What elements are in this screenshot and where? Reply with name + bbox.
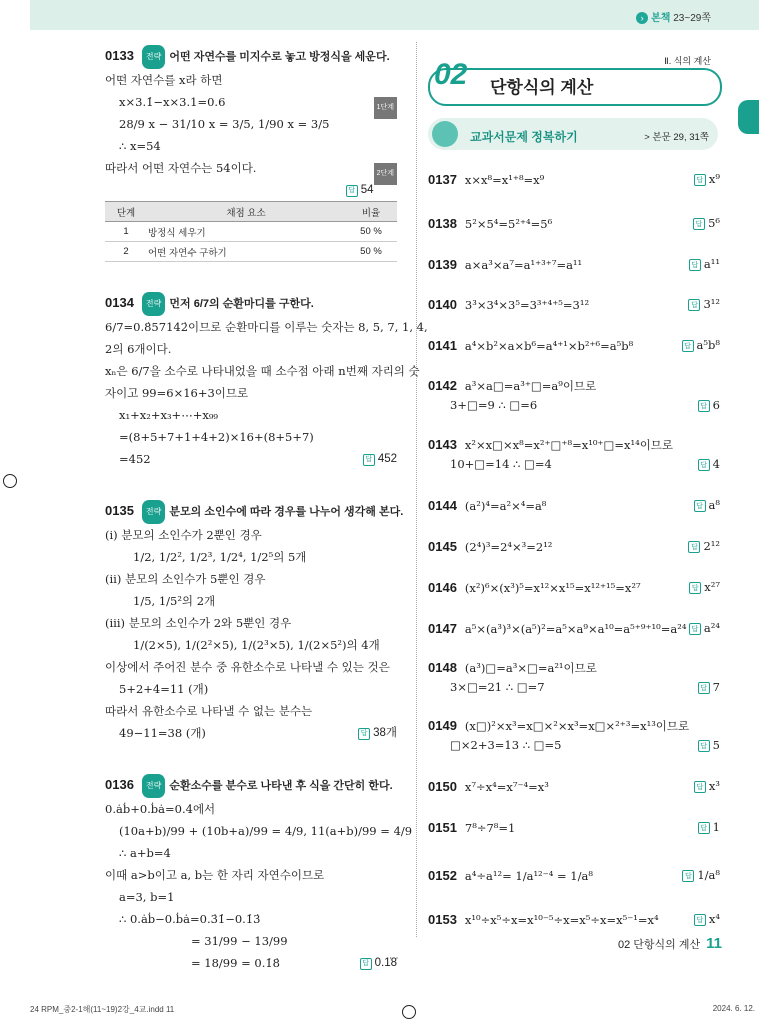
solution-line: a⁴×b²×a×b⁶=a⁴⁺¹×b²⁺⁶=a⁵b⁸ — [464, 339, 634, 353]
answer-icon: 답 — [358, 728, 370, 740]
answer-icon: 답 — [346, 185, 358, 197]
strategy-tag: 전략 — [142, 292, 165, 316]
solution-line: =(8+5+7+1+4+2)×16+(8+5+7) — [119, 430, 314, 444]
problem-number: 0135 — [105, 503, 134, 518]
problem-number: 0148 — [428, 660, 457, 675]
answer-icon: 답 — [698, 822, 710, 834]
step-badge: 1단계 — [374, 97, 397, 119]
solution-line: 49−11=38 (개) — [119, 726, 206, 740]
table-header: 비율 — [345, 202, 397, 222]
problem-number: 0143 — [428, 437, 457, 452]
problem-0141 — [428, 338, 720, 353]
table-cell: 방정식 세우기 — [147, 222, 345, 242]
problem-0144 — [428, 498, 720, 513]
problem-0140 — [428, 297, 720, 312]
ref-label: 본책 — [651, 13, 671, 24]
answer-icon: 답 — [689, 582, 701, 594]
solution-line: 7⁸÷7⁸=1 — [464, 821, 516, 835]
side-tab — [738, 100, 759, 134]
answer-icon: 답 — [360, 958, 372, 970]
answer-value: 5 — [712, 738, 720, 752]
table-cell: 2 — [105, 242, 147, 262]
answer-icon: 답 — [698, 682, 710, 694]
answer-icon: 답 — [682, 340, 694, 352]
answer-icon: 답 — [694, 781, 706, 793]
answer-icon: 답 — [698, 459, 710, 471]
strategy-tag: 전략 — [142, 774, 165, 798]
solution-line: = 31/99 − 13/99 — [191, 934, 288, 948]
answer-value: a⁸ — [708, 498, 720, 512]
answer-value: x²⁷ — [704, 580, 720, 594]
solution-line: x×3.1̇−x×3.1=0.6 — [119, 95, 226, 109]
problem-0137 — [428, 172, 720, 187]
solution-line: a×a³×a⁷=a¹⁺³⁺⁷=a¹¹ — [464, 258, 583, 272]
solution-line: a⁴÷a¹²= 1/a¹²⁻⁴ = 1/a⁸ — [464, 869, 593, 883]
problem-0143 — [428, 437, 720, 471]
solution-line: 2의 6개이다. — [105, 342, 172, 356]
problem-0135 — [105, 500, 404, 744]
registration-mark-icon — [402, 1005, 416, 1019]
solution-line: (ⅰ) 분모의 소인수가 2뿐인 경우 — [105, 528, 262, 542]
solution-line: 3³×3⁴×3⁵=3³⁺⁴⁺⁵=3¹² — [464, 298, 590, 312]
solution-line: 1/2, 1/2², 1/2³, 1/2⁴, 1/2⁵의 5개 — [133, 550, 307, 564]
solution-line: 1/5, 1/5²의 2개 — [133, 594, 216, 608]
solution-line: (x²)⁶×(x³)⁵=x¹²×x¹⁵=x¹²⁺¹⁵=x²⁷ — [464, 581, 641, 595]
answer-value: 2¹² — [703, 539, 720, 553]
problem-number: 0153 — [428, 912, 457, 927]
book-reference — [636, 9, 711, 24]
solution-line: (ⅲ) 분모의 소인수가 2와 5뿐인 경우 — [105, 616, 292, 630]
problem-number: 0140 — [428, 297, 457, 312]
answer-value: 1/a⁸ — [697, 868, 720, 882]
answer-value: 3¹² — [703, 297, 720, 311]
answer-value: 38개 — [373, 727, 397, 739]
strategy-tag: 전략 — [142, 500, 165, 524]
problem-0142 — [428, 378, 720, 412]
problem-0150 — [428, 779, 720, 794]
solution-line: (10a+b)/99 + (10b+a)/99 = 4/9, 11(a+b)/99 = 4/9 — [119, 824, 413, 838]
solution-line: a⁵×(a³)³×(a⁵)²=a⁵×a⁹×a¹⁰=a⁵⁺⁹⁺¹⁰=a²⁴ — [464, 622, 687, 636]
print-slug: 24 RPM_중2-1해(11~19)2강_4교.indd 11 — [30, 1005, 175, 1014]
strategy-text: 순환소수를 분수로 나타낸 후 식을 간단히 한다. — [169, 780, 393, 792]
answer-icon: 답 — [682, 870, 694, 882]
answer-icon: 답 — [694, 914, 706, 926]
problem-number: 0136 — [105, 777, 134, 792]
page-footer — [618, 935, 722, 952]
answer-value: a⁵b⁸ — [696, 338, 720, 352]
problem-number: 0149 — [428, 718, 457, 733]
answer-icon: 답 — [694, 500, 706, 512]
solution-line: ∴ a+b=4 — [119, 846, 171, 860]
registration-mark-icon — [3, 474, 17, 488]
answer-value: 4 — [712, 457, 720, 471]
solution-line: 6/7=0.8̇57142̇이므로 순환마디를 이루는 숫자는 8, 5, 7, 1, 4, — [105, 320, 428, 334]
problem-number: 0141 — [428, 338, 457, 353]
solution-line: x⁷÷x⁴=x⁷⁻⁴=x³ — [464, 780, 549, 794]
problem-0153 — [428, 912, 720, 927]
print-date: 2024. 6. 12. — [712, 1004, 755, 1013]
problem-0148 — [428, 660, 720, 694]
problem-0139 — [428, 257, 720, 272]
problem-0134 — [105, 292, 428, 470]
answer-value: x⁹ — [708, 172, 720, 186]
solution-line: 어떤 자연수를 x라 하면 — [105, 73, 223, 87]
grading-table — [105, 201, 397, 262]
table-header: 단계 — [105, 202, 147, 222]
solution-line: x¹⁰÷x⁵÷x=x¹⁰⁻⁵÷x=x⁵÷x=x⁵⁻¹=x⁴ — [464, 913, 659, 927]
footer-chapter: 02 단항식의 계산 — [618, 939, 701, 951]
step-badge: 2단계 — [374, 163, 397, 185]
table-row — [105, 222, 397, 242]
solution-line: x²×x□×x⁸=x²⁺□⁺⁸=x¹⁰⁺□=x¹⁴이므로 — [464, 438, 674, 452]
left-column — [105, 45, 428, 974]
answer-value: 7 — [712, 680, 720, 694]
problem-0146 — [428, 580, 720, 595]
chapter-number: 02 — [434, 58, 468, 91]
problem-number: 0139 — [428, 257, 457, 272]
problem-number: 0142 — [428, 378, 457, 393]
problem-0152 — [428, 868, 720, 883]
solution-line: =452 — [119, 452, 151, 466]
solution-line: 3+□=9 ∴ □=6 — [450, 398, 538, 412]
strategy-text: 분모의 소인수에 따라 경우를 나누어 생각해 본다. — [169, 506, 404, 518]
answer-value: 5⁶ — [708, 216, 720, 230]
table-header: 채점 요소 — [147, 202, 345, 222]
arrow-icon: › — [636, 12, 648, 24]
answer-icon: 답 — [363, 454, 375, 466]
problem-0145 — [428, 539, 720, 554]
answer-value: a¹¹ — [703, 257, 720, 271]
answer-value: a²⁴ — [703, 621, 720, 635]
problem-number: 0138 — [428, 216, 457, 231]
solution-line: ∴ 0.ȧḃ−0.ḃȧ=0.3̇1̇−0.1̇3̇ — [119, 912, 261, 926]
solution-line: 이때 a>b이고 a, b는 한 자리 자연수이므로 — [105, 868, 325, 882]
answer-icon: 답 — [689, 623, 701, 635]
mascot-icon — [432, 121, 458, 147]
problem-number: 0133 — [105, 48, 134, 63]
answer-icon: 답 — [694, 174, 706, 186]
answer-value: 0.1̇8̇ — [374, 957, 397, 969]
solution-line: (a³)□=a³×□=a²¹이므로 — [464, 661, 597, 675]
problem-number: 0151 — [428, 820, 457, 835]
solution-line: 5+2+4=11 (개) — [119, 682, 209, 696]
problem-0136 — [105, 774, 413, 974]
table-cell: 1 — [105, 222, 147, 242]
solution-line: 따라서 어떤 자연수는 54이다. — [105, 161, 257, 175]
column-divider — [416, 42, 418, 937]
solution-line: (a²)⁴=a²×⁴=a⁸ — [464, 499, 547, 513]
solution-line: 5²×5⁴=5²⁺⁴=5⁶ — [464, 217, 553, 231]
problem-0133 — [105, 45, 397, 262]
ref-pages: 23~29쪽 — [673, 13, 711, 24]
solution-line: (ⅱ) 분모의 소인수가 5뿐인 경우 — [105, 572, 266, 586]
answer-value: 6 — [712, 398, 720, 412]
solution-line: x₁+x₂+x₃+⋯+x₉₉ — [119, 408, 219, 422]
answer-value: x⁴ — [708, 912, 720, 926]
problem-0149 — [428, 718, 720, 752]
answer-icon: 답 — [698, 400, 710, 412]
answer-value: 452 — [377, 453, 397, 465]
solution-line: 10+□=14 ∴ □=4 — [450, 457, 552, 471]
solution-line: a³×a□=a³⁺□=a⁹이므로 — [464, 379, 597, 393]
table-cell: 어떤 자연수 구하기 — [147, 242, 345, 262]
section-title: 교과서문제 정복하기 — [470, 130, 578, 144]
problem-number: 0152 — [428, 868, 457, 883]
table-cell: 50 % — [345, 242, 397, 262]
solution-line: (2⁴)³=2⁴×³=2¹² — [464, 540, 553, 554]
problem-number: 0137 — [428, 172, 457, 187]
answer-icon: 답 — [688, 299, 700, 311]
answer-icon: 답 — [688, 541, 700, 553]
table-cell: 50 % — [345, 222, 397, 242]
answer-value: 54 — [360, 184, 374, 196]
problem-number: 0146 — [428, 580, 457, 595]
answer-value: x³ — [708, 779, 720, 793]
problem-0138 — [428, 216, 720, 231]
strategy-text: 어떤 자연수를 미지수로 놓고 방정식을 세운다. — [169, 51, 390, 63]
answer-icon: 답 — [693, 218, 705, 230]
solution-line: 따라서 유한소수로 나타낼 수 없는 분수는 — [105, 704, 313, 718]
solution-line: 28/9 x − 31/10 x = 3/5, 1/90 x = 3/5 — [119, 117, 330, 131]
problem-number: 0134 — [105, 295, 134, 310]
solution-line: 3×□=21 ∴ □=7 — [450, 680, 545, 694]
section-reference: > 본문 29, 31쪽 — [644, 132, 709, 143]
answer-icon: 답 — [698, 740, 710, 752]
solution-line: 1/(2×5), 1/(2²×5), 1/(2³×5), 1/(2×5²)의 4개 — [133, 638, 380, 652]
problem-number: 0145 — [428, 539, 457, 554]
strategy-text: 먼저 6/7의 순환마디를 구한다. — [169, 298, 314, 310]
table-row — [105, 242, 397, 262]
page-number: 11 — [706, 935, 722, 952]
problem-number: 0144 — [428, 498, 457, 513]
chapter-title: 단항식의 계산 — [490, 78, 594, 97]
section-label: Ⅱ. 식의 계산 — [664, 56, 711, 66]
answer-value: 1 — [712, 820, 720, 834]
solution-line: xₙ은 6/7을 소수로 나타내었을 때 소수점 아래 n번째 자리의 숫 — [105, 364, 420, 378]
solution-line: x×x⁸=x¹⁺⁸=x⁹ — [464, 173, 545, 187]
solution-line: = 18/99 = 0.1̇8̇ — [191, 956, 280, 970]
solution-line: □×2+3=13 ∴ □=5 — [450, 738, 562, 752]
strategy-tag: 전략 — [142, 45, 165, 69]
problem-number: 0150 — [428, 779, 457, 794]
problem-0151 — [428, 820, 720, 835]
solution-line: 이상에서 주어진 분수 중 유한소수로 나타낼 수 있는 것은 — [105, 660, 390, 674]
solution-line: 0.ȧḃ+0.ḃȧ=0.4̇에서 — [105, 802, 216, 816]
problem-number: 0147 — [428, 621, 457, 636]
solution-line: 자이고 99=6×16+3이므로 — [105, 386, 249, 400]
answer-icon: 답 — [689, 259, 701, 271]
solution-line: a=3, b=1 — [119, 890, 175, 904]
solution-line: ∴ x=54 — [119, 139, 161, 153]
problem-0147 — [428, 621, 720, 636]
solution-line: (x□)²×x³=x□×²×x³=x□×²⁺³=x¹³이므로 — [464, 719, 690, 733]
